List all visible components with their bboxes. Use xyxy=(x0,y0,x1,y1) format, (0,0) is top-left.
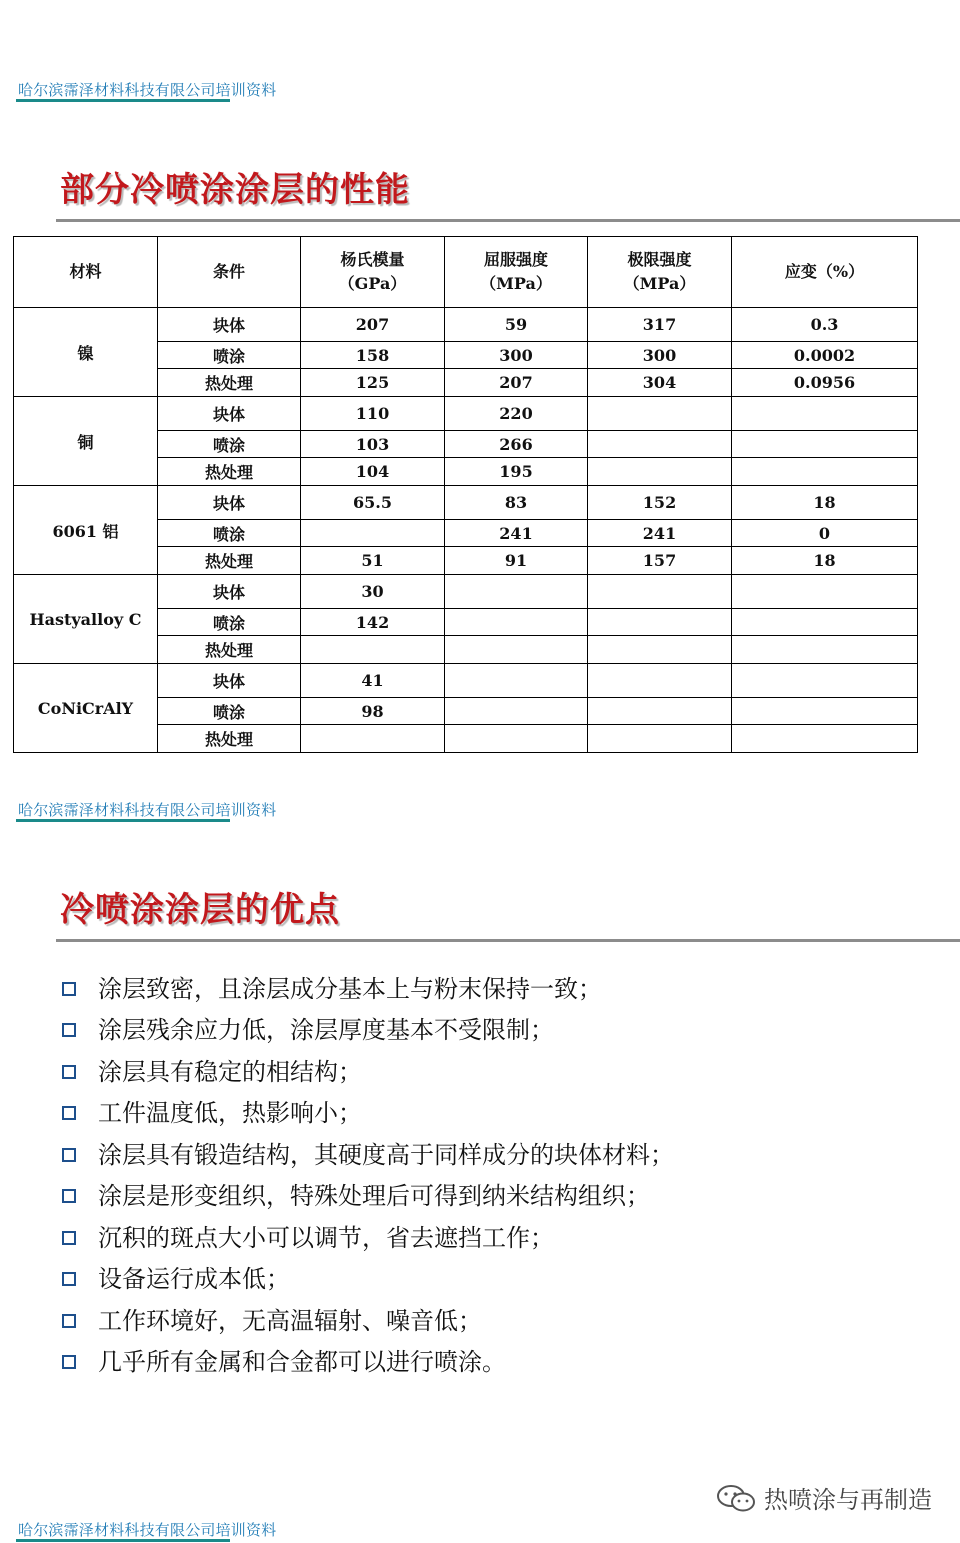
value-cell: 51 xyxy=(301,547,445,575)
value-cell xyxy=(588,636,732,664)
value-cell xyxy=(732,397,918,431)
value-cell: 300 xyxy=(588,342,732,369)
square-bullet-icon xyxy=(62,982,76,996)
list-item-text: 涂层具有稳定的相结构； xyxy=(98,1057,362,1086)
square-bullet-icon xyxy=(62,1189,76,1203)
value-cell: 266 xyxy=(445,431,588,458)
value-cell xyxy=(732,698,918,725)
list-item xyxy=(60,1176,674,1218)
value-cell xyxy=(732,725,918,753)
square-bullet-icon xyxy=(62,1023,76,1037)
value-cell: 110 xyxy=(301,397,445,431)
material-cell: 镍 xyxy=(14,308,158,397)
value-cell xyxy=(732,609,918,636)
value-cell xyxy=(445,698,588,725)
header-ultimate-strength: 极限强度 （MPa） xyxy=(588,237,732,308)
properties-table xyxy=(13,236,918,753)
value-cell: 195 xyxy=(445,458,588,486)
company-underline xyxy=(16,99,230,102)
value-cell xyxy=(588,575,732,609)
list-item-text: 涂层具有锻造结构，其硬度高于同样成分的块体材料； xyxy=(98,1140,674,1169)
square-bullet-icon xyxy=(62,1272,76,1286)
value-cell: 83 xyxy=(445,486,588,520)
square-bullet-icon xyxy=(62,1314,76,1328)
value-cell: 103 xyxy=(301,431,445,458)
value-cell: 104 xyxy=(301,458,445,486)
list-item xyxy=(60,1010,674,1052)
value-cell xyxy=(732,636,918,664)
value-cell: 0 xyxy=(732,520,918,547)
value-cell xyxy=(445,575,588,609)
value-cell: 207 xyxy=(445,369,588,397)
watermark-text: 热喷涂与再制造 xyxy=(764,1486,932,1514)
company-underline-3 xyxy=(16,1539,230,1542)
value-cell: 220 xyxy=(445,397,588,431)
list-item xyxy=(60,1217,674,1259)
material-cell: Hastyalloy C xyxy=(14,575,158,664)
list-item-text: 涂层是形变组织，特殊处理后可得到纳米结构组织； xyxy=(98,1182,650,1211)
value-cell: 152 xyxy=(588,486,732,520)
material-cell: 铜 xyxy=(14,397,158,486)
header-youngs-modulus: 杨氏模量 （GPa） xyxy=(301,237,445,308)
list-item xyxy=(60,968,674,1010)
value-cell: 125 xyxy=(301,369,445,397)
value-cell: 304 xyxy=(588,369,732,397)
value-cell xyxy=(588,725,732,753)
condition-cell: 热处理 xyxy=(158,458,301,486)
value-cell xyxy=(732,458,918,486)
title-rule xyxy=(56,219,960,222)
table-row xyxy=(14,575,918,609)
value-cell: 0.3 xyxy=(732,308,918,342)
company-name: 哈尔滨霈泽材料科技有限公司培训资料 xyxy=(18,81,277,99)
value-cell: 207 xyxy=(301,308,445,342)
title-rule-2 xyxy=(56,939,960,942)
wechat-icon xyxy=(716,1483,756,1513)
value-cell: 0.0002 xyxy=(732,342,918,369)
company-name-3: 哈尔滨霈泽材料科技有限公司培训资料 xyxy=(18,1521,277,1539)
list-item-text: 工件温度低，热影响小； xyxy=(98,1099,362,1128)
value-cell: 98 xyxy=(301,698,445,725)
table-row xyxy=(14,486,918,520)
header-condition: 条件 xyxy=(158,237,301,308)
value-cell xyxy=(301,636,445,664)
value-cell xyxy=(588,664,732,698)
list-item xyxy=(60,1259,674,1301)
condition-cell: 热处理 xyxy=(158,725,301,753)
value-cell: 91 xyxy=(445,547,588,575)
value-cell: 241 xyxy=(445,520,588,547)
list-item xyxy=(60,1134,674,1176)
list-item-text: 涂层致密，且涂层成分基本上与粉末保持一致； xyxy=(98,974,602,1003)
value-cell: 30 xyxy=(301,575,445,609)
value-cell xyxy=(588,397,732,431)
square-bullet-icon xyxy=(62,1065,76,1079)
condition-cell: 喷涂 xyxy=(158,520,301,547)
condition-cell: 喷涂 xyxy=(158,609,301,636)
list-item-text: 设备运行成本低； xyxy=(98,1265,290,1294)
value-cell xyxy=(301,725,445,753)
condition-cell: 块体 xyxy=(158,397,301,431)
list-item-text: 涂层残余应力低，涂层厚度基本不受限制； xyxy=(98,1016,554,1045)
condition-cell: 块体 xyxy=(158,486,301,520)
value-cell xyxy=(732,664,918,698)
condition-cell: 喷涂 xyxy=(158,698,301,725)
value-cell: 300 xyxy=(445,342,588,369)
slide-title-properties: 部分冷喷涂涂层的性能 xyxy=(60,170,410,210)
table-row xyxy=(14,308,918,342)
condition-cell: 块体 xyxy=(158,664,301,698)
list-item xyxy=(60,1342,674,1384)
watermark xyxy=(716,1480,932,1515)
condition-cell: 块体 xyxy=(158,575,301,609)
square-bullet-icon xyxy=(62,1106,76,1120)
value-cell xyxy=(732,575,918,609)
value-cell: 317 xyxy=(588,308,732,342)
advantages-list xyxy=(60,968,674,1383)
value-cell: 158 xyxy=(301,342,445,369)
value-cell xyxy=(588,698,732,725)
condition-cell: 热处理 xyxy=(158,547,301,575)
condition-cell: 喷涂 xyxy=(158,431,301,458)
table-row xyxy=(14,664,918,698)
square-bullet-icon xyxy=(62,1148,76,1162)
value-cell: 0.0956 xyxy=(732,369,918,397)
value-cell xyxy=(445,609,588,636)
list-item xyxy=(60,1093,674,1135)
header-material: 材料 xyxy=(14,237,158,308)
list-item-text: 工作环境好，无高温辐射、噪音低； xyxy=(98,1306,482,1335)
value-cell: 142 xyxy=(301,609,445,636)
slide-title-advantages: 冷喷涂涂层的优点 xyxy=(60,890,340,930)
company-underline-2 xyxy=(16,819,230,822)
value-cell xyxy=(588,431,732,458)
value-cell: 157 xyxy=(588,547,732,575)
list-item xyxy=(60,1300,674,1342)
value-cell xyxy=(588,609,732,636)
list-item xyxy=(60,1051,674,1093)
value-cell xyxy=(445,664,588,698)
condition-cell: 热处理 xyxy=(158,636,301,664)
value-cell xyxy=(732,431,918,458)
material-cell: 6061 铝 xyxy=(14,486,158,575)
square-bullet-icon xyxy=(62,1231,76,1245)
company-name-2: 哈尔滨霈泽材料科技有限公司培训资料 xyxy=(18,801,277,819)
condition-cell: 热处理 xyxy=(158,369,301,397)
value-cell: 41 xyxy=(301,664,445,698)
header-strain: 应变（%） xyxy=(732,237,918,308)
list-item-text: 沉积的斑点大小可以调节，省去遮挡工作； xyxy=(98,1223,554,1252)
value-cell xyxy=(445,725,588,753)
value-cell: 18 xyxy=(732,486,918,520)
value-cell: 241 xyxy=(588,520,732,547)
value-cell: 65.5 xyxy=(301,486,445,520)
value-cell: 59 xyxy=(445,308,588,342)
value-cell xyxy=(445,636,588,664)
square-bullet-icon xyxy=(62,1355,76,1369)
header-yield-strength: 屈服强度 （MPa） xyxy=(445,237,588,308)
material-cell: CoNiCrAlY xyxy=(14,664,158,753)
condition-cell: 块体 xyxy=(158,308,301,342)
value-cell xyxy=(301,520,445,547)
table-row xyxy=(14,397,918,431)
value-cell xyxy=(588,458,732,486)
list-item-text: 几乎所有金属和合金都可以进行喷涂。 xyxy=(98,1348,506,1377)
condition-cell: 喷涂 xyxy=(158,342,301,369)
table-header-row xyxy=(14,237,918,308)
value-cell: 18 xyxy=(732,547,918,575)
